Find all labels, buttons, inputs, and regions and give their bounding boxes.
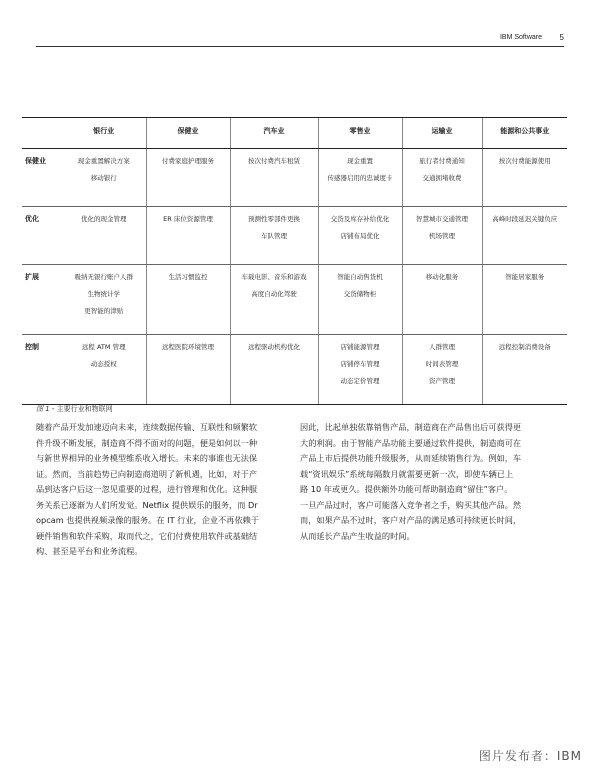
cell-text-line: 机场管理 [429,232,455,240]
paragraph-line: 随着产品开发加速迈向未来，连续数据传输、互联性和频繁软 [36,422,258,432]
column-header: 保健业 [146,118,230,149]
column-header: 能源和公共事业 [482,118,567,149]
column-header: 运输业 [402,118,482,149]
row-header: 优化 [22,207,62,265]
table-cell [230,265,318,335]
cell-text-line: 车队管理 [261,232,287,240]
table-cell [318,149,402,207]
paragraph-line: opcam 也提供视频录像的服务。在 IT 行业，企业不再依赖于 [36,515,260,525]
table-cell [146,265,230,335]
cell-text-line: 按次付费能源使用 [498,157,551,165]
header-brand: IBM Software [499,34,542,41]
table-cell [62,149,146,207]
cell-text-line: 智慧城市交通管理 [416,215,468,223]
cell-text-line: 高度自动化驾驶 [251,290,297,298]
cell-text-line: ER 床位资源管理 [163,215,213,223]
cell-text-line: 高峰时段延迟关键负应 [492,215,558,223]
table-cell [482,207,567,265]
cell-text-line: 人群管理 [429,343,455,351]
cell-text-line: 交货及库存补给优化 [330,215,390,223]
paragraph-line: 与新世界相异的业务模型维系收入增长。未来的事谁也无法保 [36,453,258,463]
table-cell [62,207,146,265]
cell-text-line: 远程控制消费设备 [498,343,551,351]
table-cell [318,335,402,405]
industry-iot-table [22,117,567,405]
table-cell [146,335,230,405]
paragraph-line: 大的利润。由于智能产品功能主要通过软件提供，制造商可在 [300,437,522,448]
body-text-left-column [36,420,294,560]
cell-text-line: 店铺停车管理 [340,360,380,368]
cell-text-line: 动态定价管理 [340,377,380,385]
table-cell [402,335,482,405]
cell-text-line: 旅行者付费通知 [419,157,465,165]
row-header: 保健业 [22,149,62,207]
cell-text-line: 智能居家服务 [505,273,545,281]
cell-text-line: 付费家庭护理服务 [162,157,214,165]
column-header: 汽车业 [230,118,318,149]
cell-text-line: 吸纳无银行账户人群 [74,273,133,281]
cell-text-line: 远程 ATM 管理 [81,343,126,351]
paragraph-line: 产品上市后提供功能升级服务，从而延续销售行为。例如，车 [300,453,522,463]
row-header: 控制 [22,335,62,405]
cell-text-line: 优化的现金管理 [81,215,127,223]
cell-text-line: 交通拥堵收费 [422,174,462,182]
table-cell [402,207,482,265]
paragraph-line: 件升级不断发展，制造商不得不面对的问题，便是如何以一种 [36,437,258,448]
table-cell [230,335,318,405]
cell-text-line: 远程医院环境管理 [162,343,214,351]
table-row [22,207,567,265]
cell-text-line: 交货储物柜 [343,290,377,298]
paragraph-line: 载“资讯娱乐”系统每隔数月就需要更新一次，即使车辆已上 [300,468,514,479]
cell-text-line: 店铺能源管理 [340,343,380,351]
column-header: 零售业 [318,118,402,149]
cell-text-line: 预测性零部件更换 [248,215,300,223]
table-header-row [22,118,567,149]
body-text-right-column [300,420,558,544]
table-row [22,149,567,207]
cell-text-line: 时间表管理 [425,360,459,368]
paragraph-line: 硬件销售和软件采购，取而代之，它们付费使用软件或基础结 [36,530,258,541]
table-cell [146,207,230,265]
table-corner-cell [22,118,62,149]
table-cell [230,207,318,265]
column-header: 银行业 [62,118,146,149]
table-row [22,265,567,335]
cell-text-line: 更智能的津贴 [84,307,124,315]
cell-text-line: 智能自动售货机 [337,273,383,281]
page-number: 5 [559,33,564,42]
cell-text-line: 现金重置解决方案 [77,157,130,165]
table-body [22,149,567,405]
paragraph-line: 务关系已逐渐为人们所发觉。Netflix 提供娱乐的服务，而 Dr [36,499,258,510]
paragraph-line: 从而延长产品产生收益的时间。 [300,530,415,541]
table-cell [62,335,146,405]
paragraph-line: 路 10 年或更久。提供额外功能可帮助制造商“留住”客户。 [300,484,513,494]
table-cell [318,265,402,335]
image-credit: 图片发布者：IBM [478,749,582,763]
cell-text-line: 生活习惯监控 [168,273,208,281]
figure-label: 图 1 - [36,405,55,413]
table-cell [482,149,567,207]
table-cell [482,265,567,335]
paragraph-line: 一旦产品过时，客户可能落入竞争者之手，购买其他产品。然 [300,499,522,510]
cell-text-line: 移动化服务 [425,273,459,281]
table-cell [482,335,567,405]
cell-text-line: 店铺布局优化 [340,232,380,240]
cell-text-line: 现金重置 [347,157,373,165]
paragraph-line: 构、甚至是平台和业务流程。 [36,546,143,556]
table-cell [402,149,482,207]
paragraph-line: 证。然而，当前趋势已向制造商道明了新机遇，比如，对于产 [36,468,258,479]
paragraph-line: 品到达客户后这一忽见重要的过程，进行管理和优化。这种服 [36,484,258,494]
table-cell [230,149,318,207]
cell-text-line: 传感器启用的忠诚度卡 [327,174,393,182]
table-cell [146,149,230,207]
paragraph-line: 而，如果产品不过时，客户对产品的满足感可持续更长时间， [300,515,522,525]
cell-text-line: 远程驱动机构优化 [248,343,300,351]
table-cell [62,265,146,335]
page-header [36,33,564,47]
cell-text-line: 资产管理 [429,377,455,385]
figure-caption [36,404,113,414]
table-cell [318,207,402,265]
row-header: 扩展 [22,265,62,335]
table-row [22,335,567,405]
cell-text-line: 生物统计学 [87,290,120,298]
cell-text-line: 移动银行 [90,174,117,182]
table-cell [402,265,482,335]
cell-text-line: 车载电影、音乐和游戏 [241,273,307,281]
cell-text-line: 动态授权 [90,360,117,368]
paragraph-line: 因此，比起单独依靠销售产品，制造商在产品售出后可获得更 [300,422,522,432]
cell-text-line: 按次付费汽车租赁 [248,157,300,165]
figure-caption-text: 主要行业和物联网 [56,405,113,413]
